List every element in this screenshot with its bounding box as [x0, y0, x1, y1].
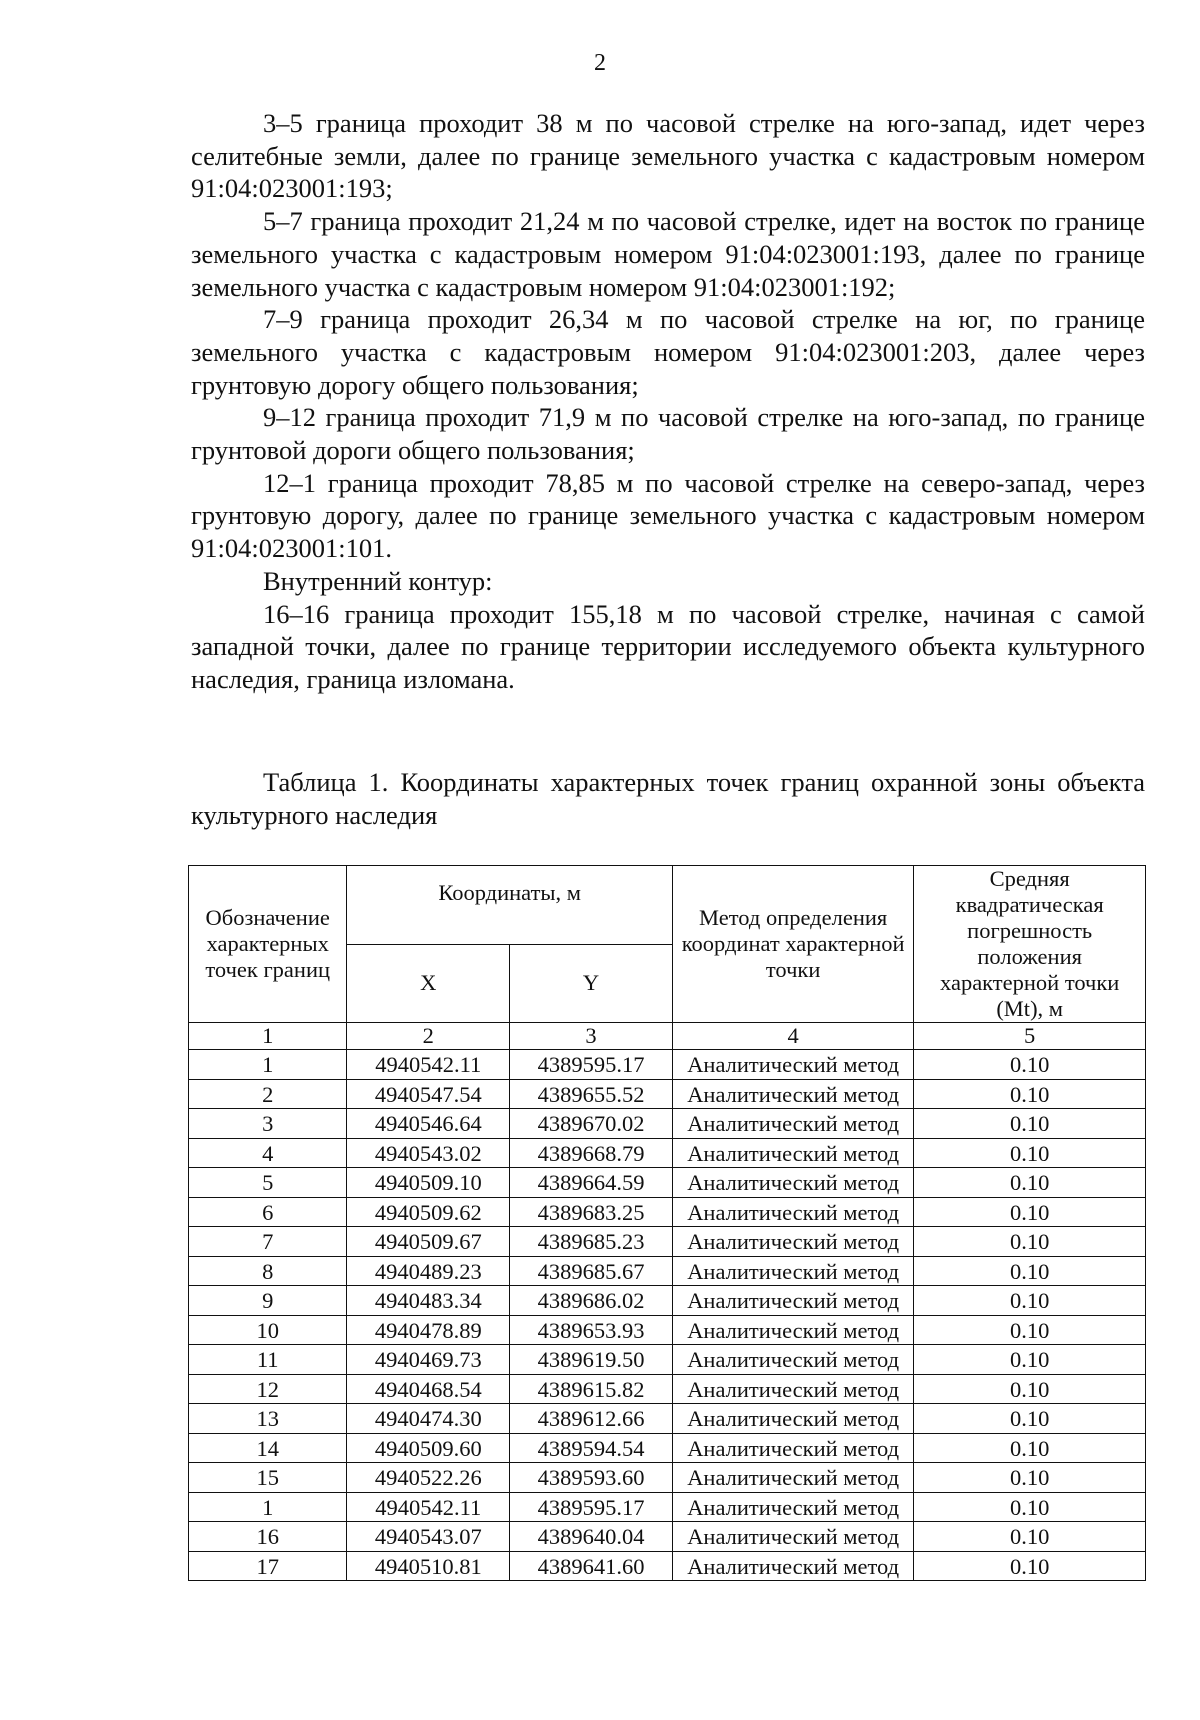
table-body: [189, 1050, 1146, 1581]
cell-x: 4940542.11: [347, 1492, 510, 1522]
cell-x: 4940542.11: [347, 1050, 510, 1080]
header-x: X: [347, 944, 510, 1023]
table-row: [189, 1463, 1146, 1493]
cell-method: Аналитический метод: [672, 1433, 913, 1463]
cell-x: 4940543.02: [347, 1138, 510, 1168]
paragraph: 3–5 граница проходит 38 м по часовой стрелке на юго-запад, идет через селитебные земли, далее по границе земельного участка с кадастровым номером 91:04:023001:193;: [191, 108, 1145, 204]
cell-x: 4940469.73: [347, 1345, 510, 1375]
cell-method: Аналитический метод: [672, 1551, 913, 1581]
cell-point: 10: [189, 1315, 347, 1345]
paragraph: 5–7 граница проходит 21,24 м по часовой стрелке, идет на восток по границе земельного участка с кадастровым номером 91:04:023001:193, далее по границе земельного участка с кадастровым номером 91:04:023001:192;: [191, 206, 1145, 302]
cell-error: 0.10: [914, 1522, 1146, 1552]
cell-error: 0.10: [914, 1404, 1146, 1434]
cell-method: Аналитический метод: [672, 1286, 913, 1316]
cell-method: Аналитический метод: [672, 1345, 913, 1375]
table-row: [189, 1109, 1146, 1139]
paragraph: Внутренний контур:: [263, 565, 493, 596]
cell-y: 4389670.02: [510, 1109, 673, 1139]
table-row: [189, 1256, 1146, 1286]
header-method: Метод определения координат характерной точки: [672, 866, 913, 1023]
cell-y: 4389595.17: [510, 1492, 673, 1522]
cell-y: 4389685.67: [510, 1256, 673, 1286]
cell-point: 1: [189, 1492, 347, 1522]
cell-y: 4389655.52: [510, 1079, 673, 1109]
page-number: 2: [594, 50, 606, 76]
cell-error: 0.10: [914, 1079, 1146, 1109]
cell-x: 4940509.10: [347, 1168, 510, 1198]
cell-error: 0.10: [914, 1256, 1146, 1286]
table-row: [189, 1168, 1146, 1198]
cell-y: 4389641.60: [510, 1551, 673, 1581]
cell-method: Аналитический метод: [672, 1197, 913, 1227]
cell-error: 0.10: [914, 1433, 1146, 1463]
paragraph: 16–16 граница проходит 155,18 м по часовой стрелке, начиная с самой западной точки, далее по границе территории исследуемого объекта культурного наследия, граница изломана.: [191, 598, 1145, 694]
cell-y: 4389664.59: [510, 1168, 673, 1198]
header-error: Средняя квадратическая погрешность положения характерной точки (Mt), м: [914, 866, 1146, 1023]
cell-error: 0.10: [914, 1168, 1146, 1198]
cell-point: 5: [189, 1168, 347, 1198]
header-coordinates: Координаты, м: [347, 866, 673, 945]
cell-x: 4940509.60: [347, 1433, 510, 1463]
cell-error: 0.10: [914, 1492, 1146, 1522]
cell-error: 0.10: [914, 1286, 1146, 1316]
table-row: [189, 1404, 1146, 1434]
cell-error: 0.10: [914, 1315, 1146, 1345]
table-row: [189, 1138, 1146, 1168]
cell-x: 4940468.54: [347, 1374, 510, 1404]
cell-y: 4389619.50: [510, 1345, 673, 1375]
cell-method: Аналитический метод: [672, 1227, 913, 1257]
cell-y: 4389595.17: [510, 1050, 673, 1080]
cell-error: 0.10: [914, 1227, 1146, 1257]
table-row: [189, 1433, 1146, 1463]
column-number: 4: [672, 1023, 913, 1050]
cell-y: 4389668.79: [510, 1138, 673, 1168]
cell-error: 0.10: [914, 1138, 1146, 1168]
table-row: [189, 1551, 1146, 1581]
cell-x: 4940474.30: [347, 1404, 510, 1434]
cell-method: Аналитический метод: [672, 1522, 913, 1552]
table-row: [189, 1227, 1146, 1257]
cell-y: 4389593.60: [510, 1463, 673, 1493]
cell-point: 13: [189, 1404, 347, 1434]
table-row: [189, 1345, 1146, 1375]
paragraph: 12–1 граница проходит 78,85 м по часовой стрелке на северо-запад, через грунтовую дорогу, далее по границе земельного участка с кадастровым номером 91:04:023001:101.: [191, 467, 1145, 564]
cell-method: Аналитический метод: [672, 1374, 913, 1404]
cell-error: 0.10: [914, 1463, 1146, 1493]
cell-x: 4940546.64: [347, 1109, 510, 1139]
cell-method: Аналитический метод: [672, 1492, 913, 1522]
cell-y: 4389640.04: [510, 1522, 673, 1552]
column-number: 5: [914, 1023, 1146, 1050]
table-row: [189, 1522, 1146, 1552]
cell-x: 4940547.54: [347, 1079, 510, 1109]
cell-point: 17: [189, 1551, 347, 1581]
cell-error: 0.10: [914, 1109, 1146, 1139]
table-row: [189, 1286, 1146, 1316]
cell-x: 4940489.23: [347, 1256, 510, 1286]
cell-method: Аналитический метод: [672, 1050, 913, 1080]
table-row: [189, 1374, 1146, 1404]
cell-y: 4389615.82: [510, 1374, 673, 1404]
cell-point: 1: [189, 1050, 347, 1080]
cell-method: Аналитический метод: [672, 1404, 913, 1434]
paragraph: 7–9 граница проходит 26,34 м по часовой стрелке на юг, по границе земельного участка с кадастровым номером 91:04:023001:203, далее через грунтовую дорогу общего пользования;: [191, 304, 1145, 400]
cell-point: 11: [189, 1345, 347, 1375]
cell-method: Аналитический метод: [672, 1138, 913, 1168]
header-designation: Обозначение характерных точек границ: [189, 866, 347, 1023]
paragraph: 9–12 граница проходит 71,9 м по часовой стрелке на юго-запад, по границе грунтовой дороги общего пользования;: [191, 402, 1145, 466]
cell-method: Аналитический метод: [672, 1168, 913, 1198]
column-number: 3: [510, 1023, 673, 1050]
table-row: [189, 1079, 1146, 1109]
cell-point: 2: [189, 1079, 347, 1109]
cell-x: 4940543.07: [347, 1522, 510, 1552]
cell-method: Аналитический метод: [672, 1315, 913, 1345]
cell-error: 0.10: [914, 1374, 1146, 1404]
table-row: [189, 1197, 1146, 1227]
cell-point: 15: [189, 1463, 347, 1493]
cell-point: 9: [189, 1286, 347, 1316]
cell-point: 16: [189, 1522, 347, 1552]
cell-point: 8: [189, 1256, 347, 1286]
cell-x: 4940478.89: [347, 1315, 510, 1345]
cell-method: Аналитический метод: [672, 1256, 913, 1286]
cell-y: 4389653.93: [510, 1315, 673, 1345]
table-row: [189, 1315, 1146, 1345]
table-row: [189, 1492, 1146, 1522]
cell-method: Аналитический метод: [672, 1463, 913, 1493]
cell-x: 4940510.81: [347, 1551, 510, 1581]
cell-x: 4940483.34: [347, 1286, 510, 1316]
header-y: Y: [510, 944, 673, 1023]
cell-x: 4940509.62: [347, 1197, 510, 1227]
cell-y: 4389685.23: [510, 1227, 673, 1257]
column-number: 2: [347, 1023, 510, 1050]
table-caption: Таблица 1. Координаты характерных точек границ охранной зоны объекта культурного наследия: [191, 767, 1145, 830]
cell-point: 3: [189, 1109, 347, 1139]
cell-point: 7: [189, 1227, 347, 1257]
cell-error: 0.10: [914, 1050, 1146, 1080]
cell-y: 4389686.02: [510, 1286, 673, 1316]
cell-error: 0.10: [914, 1551, 1146, 1581]
cell-method: Аналитический метод: [672, 1079, 913, 1109]
cell-point: 12: [189, 1374, 347, 1404]
body-text: [191, 107, 1145, 696]
cell-error: 0.10: [914, 1197, 1146, 1227]
coordinates-table: [188, 865, 1146, 1581]
cell-y: 4389612.66: [510, 1404, 673, 1434]
cell-y: 4389683.25: [510, 1197, 673, 1227]
table-row: [189, 1050, 1146, 1080]
cell-method: Аналитический метод: [672, 1109, 913, 1139]
column-number-row: [189, 1023, 1146, 1050]
cell-point: 14: [189, 1433, 347, 1463]
cell-point: 6: [189, 1197, 347, 1227]
cell-error: 0.10: [914, 1345, 1146, 1375]
cell-x: 4940522.26: [347, 1463, 510, 1493]
column-number: 1: [189, 1023, 347, 1050]
cell-x: 4940509.67: [347, 1227, 510, 1257]
cell-point: 4: [189, 1138, 347, 1168]
cell-y: 4389594.54: [510, 1433, 673, 1463]
